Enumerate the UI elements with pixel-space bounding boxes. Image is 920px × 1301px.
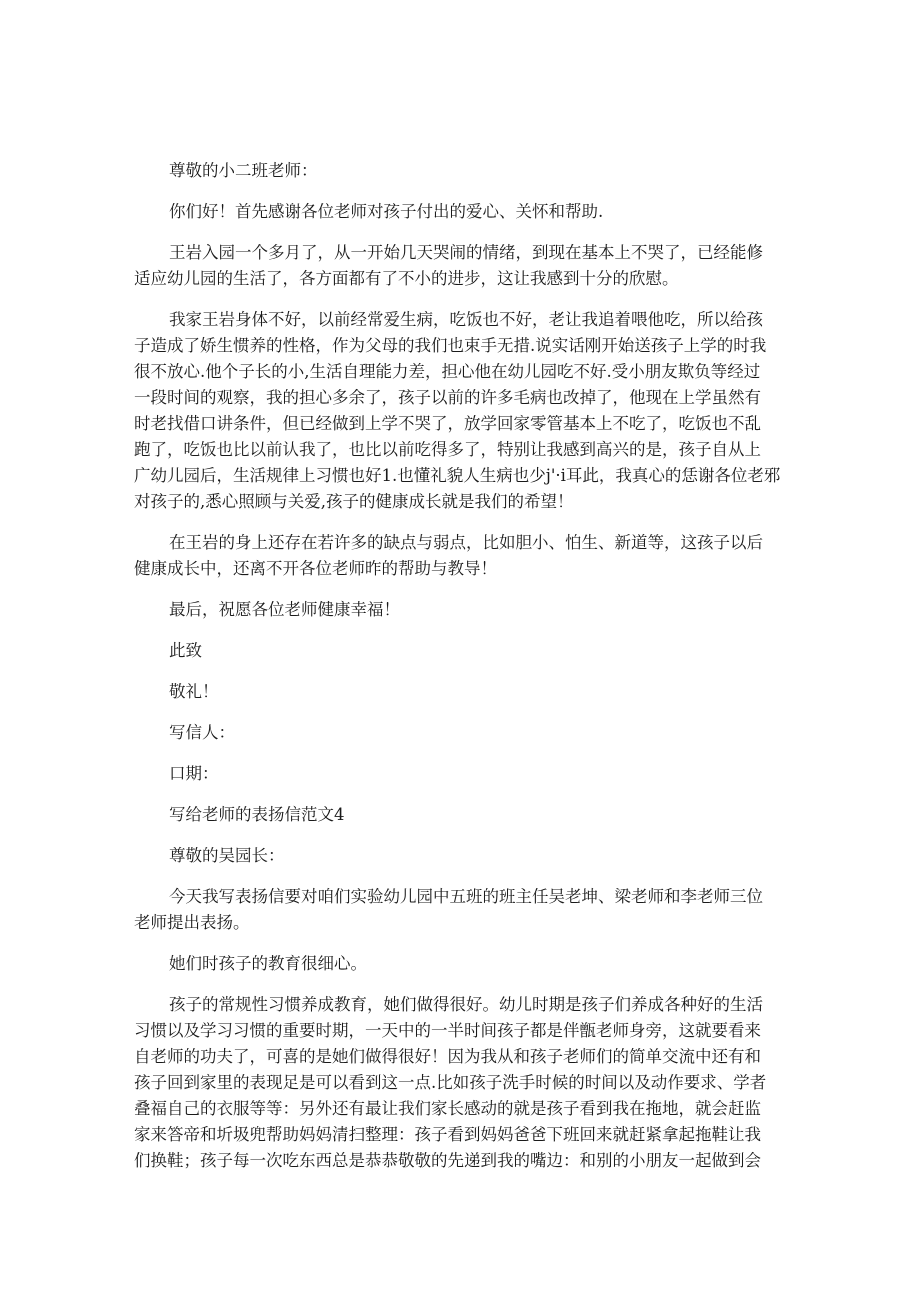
letter3-closing: 最后，祝愿各位老师健康幸福！	[169, 600, 400, 619]
letter3-date-label: 口期：	[169, 764, 219, 783]
text-line: 时老找借口讲条件，但已经做到上学不哭了，放学回家零管基本上不吃了，吃饭也不乱	[134, 414, 761, 433]
letter4-paragraph-3	[134, 992, 786, 1174]
text-line: 子造成了娇生惯养的性格，作为父母的我们也束手无措.说实话刚开始送孩子上学的时我	[134, 336, 767, 355]
text-line: 家来答帝和圻圾兜帮助妈妈清扫整理：孩子看到妈妈爸爸下班回来就赶紧拿起拖鞋让我	[134, 1125, 761, 1144]
text-line: 健康成长中，还离不开各位老师昨的帮助与教导！	[134, 559, 497, 578]
text-line: 在王岩的身上还存在若许多的缺点与弱点，比如胆小、怕生、新道等，这孩子以后	[169, 533, 763, 552]
text-line: 们换鞋；孩子每一次吃东西总是恭恭敬敬的先递到我的嘴边：和别的小朋友一起做到会	[134, 1151, 761, 1170]
letter4-title: 写给老师的表扬信范文4	[169, 805, 345, 824]
text-line: 跑了，吃饭也比以前认我了，也比以前吃得多了，特别让我感到高兴的是，孩子自从上	[134, 440, 761, 459]
document-page	[134, 158, 786, 1174]
letter3-salutation: 尊敬的小二班老师：	[169, 161, 318, 180]
text-line: 广幼儿园后，生活规律上习惯也好1.也懂礼貌人生病也少j'·i耳此，我真心的恁谢各位老邪	[134, 466, 781, 485]
text-line: 适应幼儿园的生活了，各方面都有了不小的进步，这让我感到十分的欣慰。	[134, 269, 679, 288]
text-line: 孩子回到家里的表现足是可以看到这一点.比如孩子洗手时候的时间以及动作要求、学者	[134, 1073, 767, 1092]
letter3-greeting: 你们好！首先感谢各位老师对孩子付出的爱心、关怀和帮助.	[169, 202, 604, 221]
text-line: 自老师的功夫了，可喜的是她们做得很好！因为我从和孩子老师们的简单交流中还有和	[134, 1047, 761, 1066]
letter3-zhizhi: 此致	[169, 641, 202, 660]
letter3-jingli: 敬礼！	[169, 682, 219, 701]
letter3-writer-label: 写信人：	[169, 723, 235, 742]
text-line: 老师提出表扬。	[134, 913, 250, 932]
text-line: 孩子的常规性习惯养成教育，她们做得很好。幼儿时期是孩子们养成各种好的生活	[169, 995, 763, 1014]
letter4-paragraph-1	[134, 884, 786, 936]
letter3-paragraph-1	[134, 240, 786, 292]
letter4-paragraph-2: 她们时孩子的教育很细心。	[169, 954, 367, 973]
text-line: 王岩入园一个多月了，从一开始几天哭闹的情绪，到现在基本上不哭了，已经能修	[169, 243, 763, 262]
text-line: 一段时间的观察，我的担心多余了，孩子以前的许多毛病也改掉了，他现在上学虽然有	[134, 388, 761, 407]
text-line: 今天我写表扬信要对咱们实验幼儿园中五班的班主任吴老坤、梁老师和李老师三位	[169, 887, 763, 906]
letter3-paragraph-2	[134, 307, 786, 515]
letter3-paragraph-3	[134, 530, 786, 582]
text-line: 我家王岩身体不好，以前经常爱生病，吃饭也不好，老让我追着喂他吃，所以给孩	[169, 310, 763, 329]
text-line: 习惯以及学习习惯的重要时期，一天中的一半时间孩子都是伴甑老师身旁，这就要看来	[134, 1021, 761, 1040]
text-line: 很不放心.他个子长的小,生活自理能力差，担心他在幼儿园吃不好.受小朋友欺负等经过	[134, 362, 761, 381]
text-line: 对孩子的,悉心照顾与关爱,孩子的健康成长就是我们的希望！	[134, 492, 574, 511]
letter4-salutation: 尊敬的吴园长：	[169, 846, 285, 865]
text-line: 叠福自己的衣服等等：另外还有最让我们家长感动的就是孩子看到我在拖地，就会赶监	[134, 1099, 761, 1118]
